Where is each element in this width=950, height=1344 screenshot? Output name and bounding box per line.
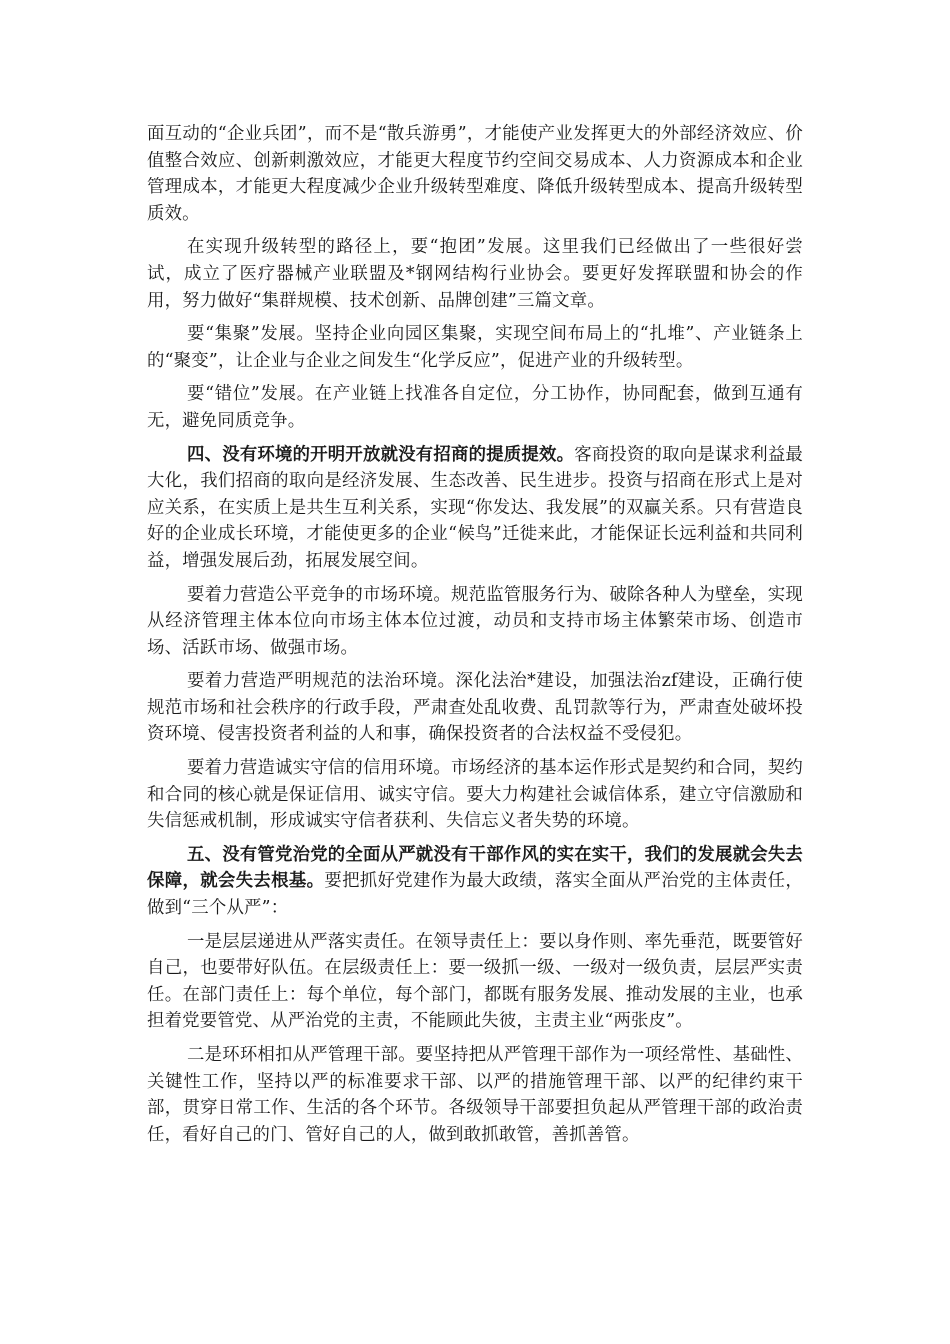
- paragraph-text: 要着力营造严明规范的法治环境。深化法治*建设，加强法治zf建设，正确行使规范市场和社会秩序的行政手段，严肃查处乱收费、乱罚款等行为，严肃查处破坏投资环境、侵害投资者利益的人和事，确保投资者的合法权益不受侵犯。: [147, 671, 803, 745]
- paragraph: [147, 755, 803, 835]
- section-heading-paragraph: [147, 842, 803, 922]
- paragraph-text: 面互动的“企业兵团”，而不是“散兵游勇”，才能使产业发挥更大的外部经济效应、价值整合效应、创新刺激效应，才能更大程度节约空间交易成本、人力资源成本和企业管理成本，才能更大程度减少企业升级转型难度、降低升级转型成本、提高升级转型质效。: [147, 124, 803, 224]
- paragraph: [147, 668, 803, 748]
- section-heading: 四、没有环境的开明开放就没有招商的提质提效。: [187, 444, 575, 465]
- section-heading-paragraph: [147, 442, 803, 575]
- paragraph-text: 要“集聚”发展。坚持企业向园区集聚，实现空间布局上的“扎堆”、产业链条上的“聚变”，让企业与企业之间发生“化学反应”，促进产业的升级转型。: [147, 324, 803, 371]
- paragraph: [147, 582, 803, 662]
- paragraph-text: 一是层层递进从严落实责任。在领导责任上：要以身作则、率先垂范，既要管好自己，也要带好队伍。在层级责任上：要一级抓一级、一级对一级负责，层层严实责任。在部门责任上：每个单位，每个部门，都既有服务发展、推动发展的主业，也承担着党要管党、从严治党的主责，不能顾此失彼，主责主业“两张皮”。: [147, 931, 803, 1032]
- section-heading: 五、没有管党治党的全面从严就没有干部作风的实在实干，我们的发展就会失去保障，就会失去根基。: [147, 844, 803, 892]
- paragraph: [147, 929, 803, 1035]
- paragraph-continuation: [147, 121, 803, 227]
- paragraph: [147, 1042, 803, 1148]
- document-body: [147, 121, 803, 1155]
- paragraph: [147, 234, 803, 314]
- paragraph-text: 要“错位”发展。在产业链上找准各自定位，分工协作，协同配套，做到互通有无，避免同质竞争。: [147, 384, 803, 431]
- paragraph-text: 在实现升级转型的路径上，要“抱团”发展。这里我们已经做出了一些很好尝试，成立了医疗器械产业联盟及*钢网结构行业协会。要更好发挥联盟和协会的作用，努力做好“集群规模、技术创新、品牌创建”三篇文章。: [147, 237, 803, 311]
- paragraph-text: 要着力营造公平竞争的市场环境。规范监管服务行为、破除各种人为壁垒，实现从经济管理主体本位向市场主体本位过渡，动员和支持市场主体繁荣市场、创造市场、活跃市场、做强市场。: [147, 584, 803, 658]
- paragraph-text: 要着力营造诚实守信的信用环境。市场经济的基本运作形式是契约和合同，契约和合同的核心就是保证信用、诚实守信。要大力构建社会诚信体系，建立守信激励和失信惩戒机制，形成诚实守信者获利、失信忘义者失势的环境。: [147, 758, 803, 832]
- paragraph: [147, 321, 803, 374]
- paragraph-text: 二是环环相扣从严管理干部。要坚持把从严管理干部作为一项经常性、基础性、关键性工作，坚持以严的标准要求干部、以严的措施管理干部、以严的纪律约束干部，贯穿日常工作、生活的各个环节。各级领导干部要担负起从严管理干部的政治责任，看好自己的门、管好自己的人，做到敢抓敢管，善抓善管。: [147, 1045, 803, 1145]
- paragraph-text: 要把抓好党建作为最大政绩，落实全面从严治党的主体责任，做到“三个从严”：: [147, 871, 803, 919]
- paragraph: [147, 381, 803, 434]
- paragraph-text: 客商投资的取向是谋求利益最大化，我们招商的取向是经济发展、生态改善、民生进步。投资与招商在形式上是对应关系，在实质上是共生互利关系，实现“你发达、我发展”的双赢关系。只有营造良好的企业成长环境，才能使更多的企业“候鸟”迁徙来此，才能保证长远利益和共同利益，增强发展后劲，拓展发展空间。: [147, 444, 804, 571]
